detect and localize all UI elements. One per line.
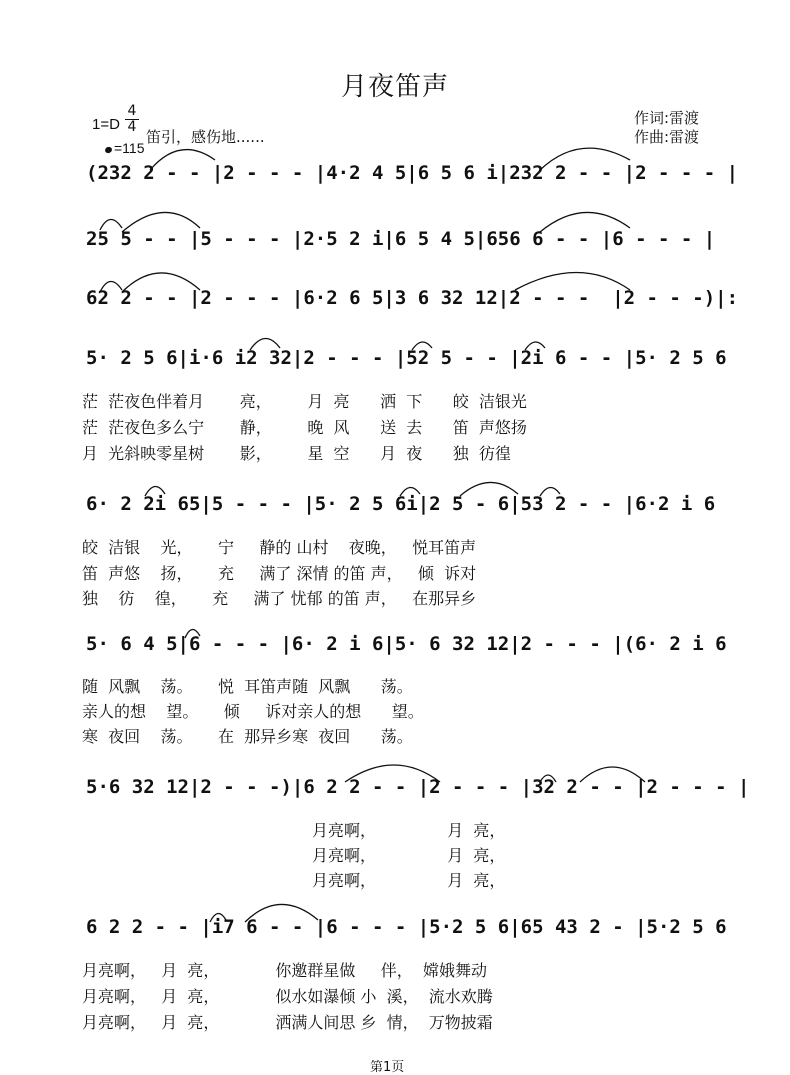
lyric-line: 月亮啊， 月 亮， (312, 846, 506, 865)
score-row-2: 25 5 - - |5 - - - |2·5 2 i|6 5 4 5|656 6 - - |6 - - - | (86, 228, 716, 250)
lyric-line: 月亮啊， 月 亮， 洒满人间思 乡 情， 万物披霜 (82, 1013, 493, 1032)
tempo-value: =115 (114, 140, 145, 156)
lyric-line: 笛 声悠 扬， 充 满了 深情 的笛 声， 倾 诉对 (82, 564, 477, 583)
score-row-4: 5· 2 5 6|i·6 i2 32|2 - - - |52 5 - - |2i 6 - - |5· 2 5 6 (86, 347, 727, 369)
quarter-note-icon (104, 146, 113, 154)
song-title: 月夜笛声 (340, 72, 449, 102)
lyricist-credit: 作词:雷渡 (634, 109, 700, 127)
score-row-3: 62 2 - - |2 - - - |6·2 6 5|3 6 32 12|2 - - - |2 - - -)|: (86, 287, 739, 309)
lyric-line: 寒 夜回 荡。 在 那异乡寒 夜回 荡。 (82, 727, 413, 746)
score-row-1: (232 2 - - |2 - - - |4·2 4 5|6 5 6 i|232 2 - - |2 - - - | (86, 162, 739, 184)
lyric-line: 茫 茫夜色伴着月 亮， 月 亮 洒 下 皎 洁银光 (82, 392, 527, 411)
lyric-line: 茫 茫夜色多么宁 静， 晚 风 送 去 笛 声悠扬 (82, 418, 527, 437)
lyric-line: 随 风飘 荡。 悦 耳笛声随 风飘 荡。 (82, 677, 413, 696)
score-row-7: 5·6 32 12|2 - - -)|6 2 2 - - |2 - - - |32 2 - - |2 - - - | (86, 776, 750, 798)
score-row-5: 6· 2 2i 65|5 - - - |5· 2 5 6i|2 5 - 6|53 2 - - |6·2 i 6 (86, 493, 716, 515)
time-signature (125, 104, 139, 135)
lyric-line: 月亮啊， 月 亮， (312, 821, 506, 840)
score-row-6: 5· 6 4 5|6 - - - |6· 2 i 6|5· 6 32 12|2 - - - |(6· 2 i 6 (86, 633, 727, 655)
key-signature: 1=D (92, 116, 120, 133)
lyric-line: 月 光斜映零星树 影， 星 空 月 夜 独 彷徨 (82, 444, 511, 463)
score-row-8: 6 2 2 - - |i7 6 - - |6 - - - |5·2 5 6|65 43 2 - |5·2 5 6 (86, 916, 727, 938)
lyric-line: 独 彷 徨， 充 满了 忧郁 的笛 声， 在那异乡 (82, 589, 477, 608)
tempo-marking (105, 140, 145, 156)
intro-expression: 笛引，感伤地...... (146, 128, 265, 146)
lyric-line: 月亮啊， 月 亮， 似水如瀑倾 小 溪， 流水欢腾 (82, 987, 493, 1006)
lyric-line: 月亮啊， 月 亮， 你邀群星做 伴， 嫦娥舞动 (82, 961, 487, 980)
time-top: 4 (127, 103, 137, 119)
composer-credit: 作曲:雷渡 (634, 128, 700, 146)
time-bottom: 4 (125, 119, 139, 135)
lyric-line: 亲人的想 望。 倾 诉对亲人的想 望。 (82, 702, 424, 721)
page-number: 第1页 (370, 1060, 405, 1075)
lyric-line: 皎 洁银 光， 宁 静的 山村 夜晚， 悦耳笛声 (82, 538, 477, 557)
lyric-line: 月亮啊， 月 亮， (312, 871, 506, 890)
